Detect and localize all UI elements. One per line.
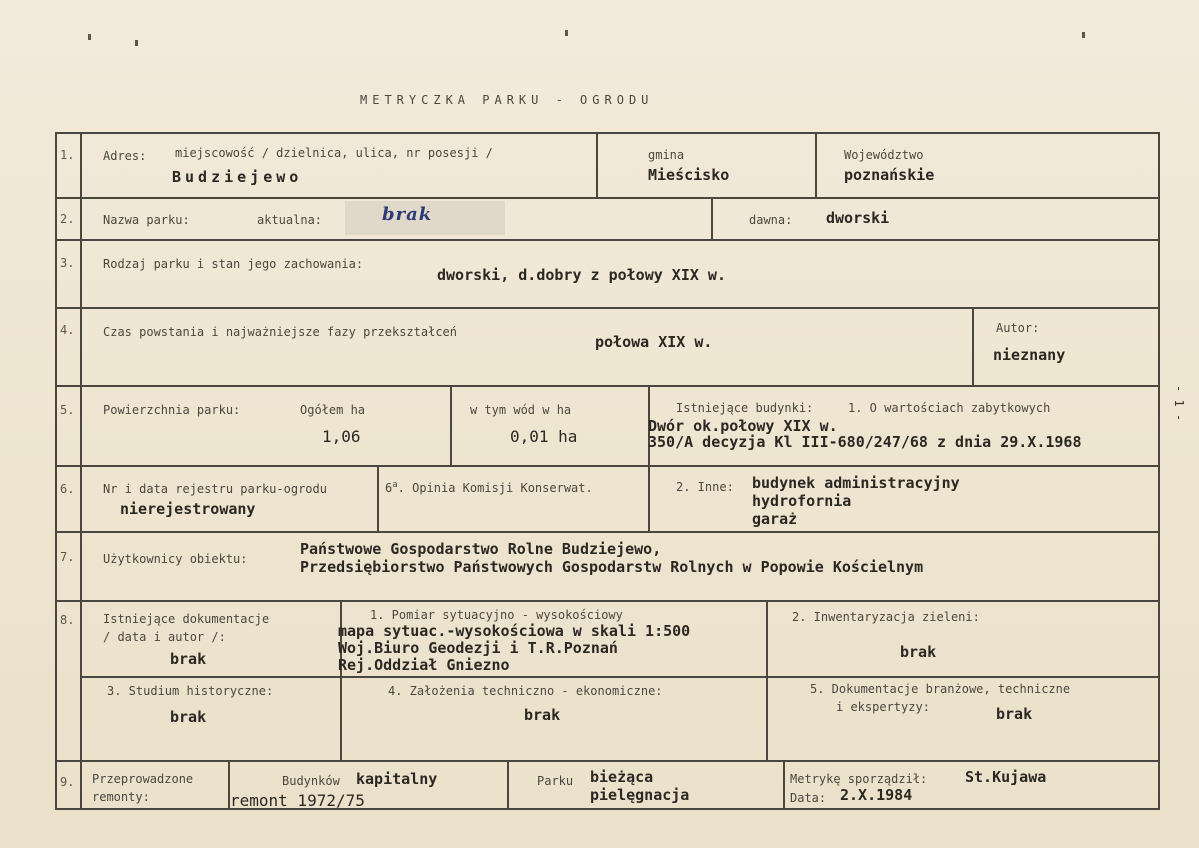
tech-economic-value: brak (524, 706, 561, 724)
other-buildings-label: 2. Inne: (676, 480, 734, 494)
buildings-renovation-years: remont 1972/75 (230, 791, 365, 810)
row-number: 7. (60, 550, 75, 564)
water-area-label: w tym wód w ha (470, 403, 572, 417)
documentation-value: brak (170, 650, 207, 668)
col-divider (766, 600, 768, 761)
row-divider (55, 239, 1160, 241)
registry-label: Nr i data rejestru parku-ogrodu (103, 482, 327, 496)
col-divider (450, 385, 452, 466)
tech-economic-label: 4. Założenia techniczno - ekonomiczne: (388, 684, 663, 698)
buildings-renovation-label: Budynków (282, 774, 340, 788)
history-study-label: 3. Studium historyczne: (107, 684, 274, 698)
row-number: 9. (60, 775, 75, 789)
origin-value: połowa XIX w. (595, 333, 713, 351)
col-divider (648, 465, 650, 532)
voivodeship-value: poznańskie (844, 166, 935, 184)
park-maintenance-type-2: pielęgnacja (590, 786, 690, 804)
row-number: 2. (60, 212, 75, 226)
documentation-sublabel: / data i autor /: (103, 630, 226, 644)
heritage-buildings-label: 1. O wartościach zabytkowych (848, 401, 1051, 415)
col-divider (507, 760, 509, 810)
document-title: METRYCZKA PARKU - OGRODU (360, 93, 654, 107)
existing-buildings-label: Istniejące budynki: (676, 401, 814, 415)
row-number: 5. (60, 403, 75, 417)
row-divider (55, 385, 1160, 387)
greenery-label: 2. Inwentaryzacja zieleni: (792, 610, 980, 624)
water-area-value: 0,01 ha (510, 427, 578, 446)
heritage-decision: 350/A decyzja Kl III-680/247/68 z dnia 29.X.1968 (648, 433, 1082, 451)
former-name-label: dawna: (749, 213, 793, 227)
row-number: 1. (60, 148, 75, 162)
col-divider (596, 132, 598, 198)
renovations-label: Przeprowadzone (92, 772, 194, 786)
other-building-item: budynek administracyjny (752, 474, 960, 492)
survey-line: Rej.Oddział Gniezno (338, 656, 510, 674)
prepared-by-label: Metrykę sporządził: (790, 772, 928, 786)
col-divider (783, 760, 785, 810)
former-name-value: dworski (826, 209, 890, 227)
survey-label: 1. Pomiar sytuacyjno - wysokościowy (370, 608, 623, 622)
frame-top (55, 132, 1160, 134)
other-building-item: hydrofornia (752, 492, 852, 510)
branch-docs-label: 5. Dokumentacje branżowe, techniczne (810, 682, 1071, 696)
opinion-number: 6 (385, 481, 393, 495)
row-divider (55, 197, 1160, 199)
total-area-label: Ogółem ha (300, 403, 366, 417)
row-divider (55, 307, 1160, 309)
origin-label: Czas powstania i najważniejsze fazy przekształceń (103, 325, 458, 339)
frame-bottom (55, 808, 1160, 810)
user-secondary: Przedsiębiorstwo Państwowych Gospodarstw Rolnych w Popowie Kościelnym (300, 558, 924, 576)
address-value: Budziejewo (172, 168, 303, 186)
voivodeship-label: Województwo (844, 148, 924, 162)
page-mark (1168, 385, 1186, 422)
gmina-value: Mieścisko (648, 166, 730, 184)
number-column-divider (80, 132, 82, 810)
park-type-value: dworski, d.dobry z połowy XIX w. (437, 266, 726, 284)
row-number: 8. (60, 613, 75, 627)
park-type-label: Rodzaj parku i stan jego zachowania: (103, 257, 364, 271)
gmina-label: gmina (648, 148, 685, 162)
park-maintenance-type: bieżąca (590, 768, 654, 786)
row-divider (55, 531, 1160, 533)
author-value: nieznany (993, 346, 1066, 364)
punch-mark (565, 30, 568, 36)
opinion-text: . Opinia Komisji Konserwat. (397, 481, 593, 495)
punch-mark (88, 34, 91, 40)
conservation-opinion-label (385, 480, 593, 495)
prepared-by-value: St.Kujawa (965, 768, 1047, 786)
survey-line: mapa sytuac.-wysokościowa w skali 1:500 (338, 622, 691, 640)
address-sublabel: miejscowość / dzielnica, ulica, nr posesji / (175, 146, 493, 160)
documentation-label: Istniejące dokumentacje (103, 612, 270, 626)
punch-mark (135, 40, 138, 46)
history-study-value: brak (170, 708, 207, 726)
frame-left (55, 132, 57, 810)
user-primary: Państwowe Gospodarstwo Rolne Budziejewo, (300, 540, 662, 558)
row-divider (55, 465, 1160, 467)
current-name-label: aktualna: (257, 213, 323, 227)
author-label: Autor: (996, 321, 1040, 335)
users-label: Użytkownicy obiektu: (103, 552, 248, 566)
renovations-sublabel: remonty: (92, 790, 150, 804)
address-label: Adres: (103, 149, 147, 163)
date-label: Data: (790, 791, 827, 805)
page-mark-text: - 1 - (1172, 385, 1186, 422)
frame-right (1158, 132, 1160, 810)
row-divider (55, 760, 1160, 762)
other-building-item: garaż (752, 510, 798, 528)
date-value: 2.X.1984 (840, 786, 913, 804)
park-name-label: Nazwa parku: (103, 213, 190, 227)
greenery-value: brak (900, 643, 937, 661)
row-divider (55, 600, 1160, 602)
row-number: 6. (60, 482, 75, 496)
registry-value: nierejestrowany (120, 500, 256, 518)
branch-docs-sublabel: i ekspertyzy: (836, 700, 930, 714)
row-number: 4. (60, 323, 75, 337)
col-divider (711, 197, 713, 240)
branch-docs-value: brak (996, 705, 1033, 723)
park-maintenance-label: Parku (537, 774, 574, 788)
punch-mark (1082, 32, 1085, 38)
col-divider (815, 132, 817, 198)
current-name-value: brak (382, 204, 433, 225)
row-number: 3. (60, 256, 75, 270)
survey-line: Woj.Biuro Geodezji i T.R.Poznań (338, 639, 618, 657)
row-divider (80, 676, 1160, 678)
total-area-value: 1,06 (322, 427, 361, 446)
col-divider (972, 307, 974, 386)
buildings-renovation-type: kapitalny (356, 770, 438, 788)
col-divider (377, 465, 379, 532)
opinion-superscript: a (392, 480, 398, 490)
heritage-building: Dwór ok.połowy XIX w. (648, 417, 838, 435)
area-label: Powierzchnia parku: (103, 403, 241, 417)
